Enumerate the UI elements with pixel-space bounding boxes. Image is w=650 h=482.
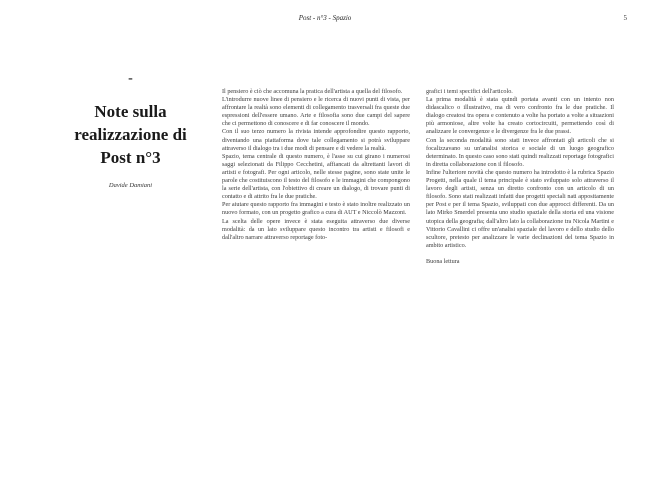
paragraph: Il pensiero è ciò che accomuna la pratica dell'artista a quella del filosofo. — [222, 88, 403, 95]
page-number: 5 — [623, 14, 627, 22]
paragraph: Per aiutare questo rapporto fra immagini e testo è stato inoltre realizzato un nuovo formato, con un progetto grafico a cura di AUT e Niccolò Mazzoni. — [222, 201, 410, 217]
paragraph: Spazio, tema centrale di questo numero, è l'asse su cui girano i numerosi saggi selezionati da Filippo Cecchetini, affiancati da altrettanti lavori di artisti e fotografi. Per ogni articolo, nelle stesse pagine, sono state unite le parole che costituiscono il testo del filosofo e le immagini che compongono la serie dell'artista, con l'obiettivo di creare un dialogo, di trovare punti di contatto e di attrito fra le due pratiche. — [222, 152, 410, 201]
paragraph: Infine l'ulteriore novità che questo numero ha introdotto è la rubrica Spazio Progetti, nella quale il tema principale è stato sviluppato solo attraverso il lavoro degli artisti, senza un diretto confronto con un articolo di un filosofo. Sono stati realizzati infatti due progetti speciali nati appositamente per Post e per il tema Spazio, sviluppati con due approcci differenti. Da un lato Mirko Smerdel presenta uno studio spaziale della storia ed una visione utopica della geografia; dall'altro lato la collaborazione tra Nicola Martini e Vittorio Cavallini ci offre un'analisi spaziale del lavoro e dello studio dello scultore, pretesto per analizzare le varie declinazioni del tema Spazio in ambito artistico. — [426, 168, 614, 249]
paragraph: L'introdurre nuove linee di pensiero e le ricerca di nuovi punti di vista, per affrontare la realtà sono elementi di collegamento trasversali fra queste due espressioni dell'essere umano. Arte e filosofia sono due campi del sapere che ci permettono di conoscere e di far conoscere il mondo. — [222, 96, 410, 128]
paragraph: grafici i temi specifici dell'articolo. — [426, 88, 513, 95]
closing-line: Buona lettura — [426, 257, 460, 265]
title-dash: - — [128, 71, 133, 86]
paragraph: Con la seconda modalità sono stati invece affrontati gli articoli che si focalizzavano su un'analisi storica e sociale di un luogo geografico determinato. In questo caso sono stati quindi realizzati reportage fotografici in diretta collaborazione con il filosofo. — [426, 136, 614, 168]
article-title: Note sulla realizzazione di Post n°3 — [74, 102, 187, 167]
paragraph: Con il suo terzo numero la rivista intende approfondire questo rapporto, diventando una piattaforma dove tale collegamento si potrà sviluppare attraverso il dialogo tra i due modi di pensare e di vedere la realtà. — [222, 128, 410, 152]
article-author: Davide Damiani — [108, 182, 153, 189]
running-header: Post - n°3 - Spazio — [298, 14, 352, 22]
title-block — [68, 73, 193, 189]
text-column-2 — [426, 88, 614, 266]
paragraph: La scelta delle opere invece è stata eseguita attraverso due diverse modalità: da un lato sviluppare questo incontro tra artisti e filosofi e dall'altro narrare attraverso reportage foto- — [222, 217, 410, 241]
paragraph: La prima modalità è stata quindi portata avanti con un intento non didascalico o illustrativo, ma di vero confronto fra le due pratiche. Il dialogo creatosi tra opera e contenuto a volte ha portato a volte a situazioni più armoniose, altre volte ha creato cortocircuiti, permettendo così di analizzare le convergenze e le divergenze fra le due prassi. — [426, 96, 614, 136]
text-column-1 — [222, 88, 410, 242]
